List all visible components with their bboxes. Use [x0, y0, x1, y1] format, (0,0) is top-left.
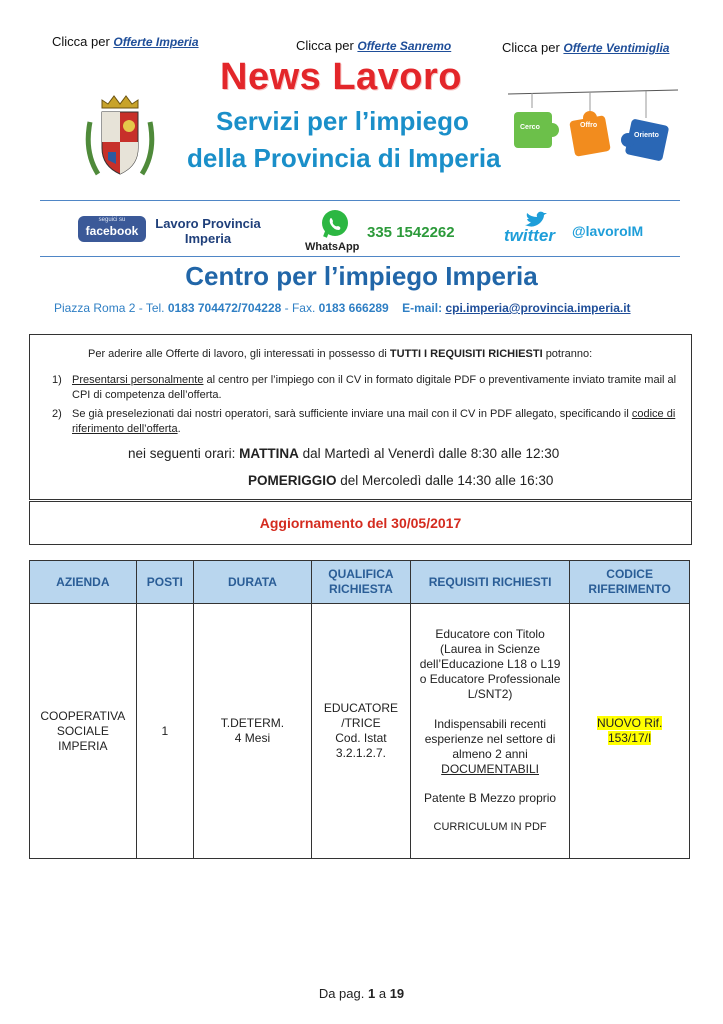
cell-qualifica: EDUCATORE /TRICE Cod. Istat 3.2.1.2.7. — [311, 604, 410, 859]
header-posti: POSTI — [136, 561, 193, 604]
hours-afternoon: POMERIGGIO del Mercoledì dalle 14:30 alle 16:30 — [248, 473, 554, 488]
instruction-item-2: 2) Se già preselezionati dai nostri operatori, sarà sufficiente inviare una mail con il CV in PDF allegato, specificando il codice di riferimento dell’offerta. — [52, 408, 676, 435]
top-link-ventimiglia: Clicca per Offerte Ventimiglia — [502, 40, 670, 55]
page-indicator: Da pag. 1 a 19 — [318, 986, 405, 1001]
job-offers-table — [29, 560, 690, 859]
cell-codice: NUOVO Rif. 153/17/I — [570, 604, 690, 859]
offerte-sanremo-link[interactable]: Offerte Sanremo — [357, 39, 452, 53]
cell-posti: 1 — [136, 604, 193, 859]
news-lavoro-title: News Lavoro — [220, 56, 463, 98]
servizi-subtitle: Servizi per l’impiego — [216, 106, 469, 136]
cell-requisiti: Educatore con Titolo (Laurea in Scienze dell’Educazione L18 o L19 o Educatore Professionale L/SNT2) Indispensabili recenti esperienze nel settore di almeno 2 anni DOCUMENTABILI Patente B Mezzo proprio CURRICULUM IN PDF — [410, 604, 569, 859]
header-divider — [40, 200, 680, 201]
table-row — [30, 604, 690, 859]
whatsapp-number: 335 1542262 — [367, 224, 455, 241]
top-link-imperia: Clicca per Offerte Imperia — [52, 34, 199, 49]
province-coat-of-arms-icon — [80, 82, 160, 182]
header-requisiti: REQUISITI RICHIESTI — [410, 561, 569, 604]
instructions-intro: Per aderire alle Offerte di lavoro, gli interessati in possesso di TUTTI I REQUISITI RICHIESTI potranno: — [88, 348, 593, 360]
facebook-badge[interactable]: seguici su facebook — [78, 216, 146, 242]
office-contacts: Piazza Roma 2 - Tel. 0183 704472/704228 - Fax. 0183 666289 E-mail: cpi.imperia@provincia.imperia.it — [54, 301, 631, 315]
whatsapp-label: WhatsApp — [305, 241, 360, 253]
header-qualifica: QUALIFICA RICHIESTA — [311, 561, 410, 604]
header-durata: DURATA — [193, 561, 311, 604]
table-header-row — [30, 561, 690, 604]
social-divider — [40, 256, 680, 257]
header-codice: CODICE RIFERIMENTO — [570, 561, 690, 604]
twitter-handle[interactable]: @lavoroIM — [572, 223, 644, 239]
facebook-page-label: Lavoro Provincia Imperia — [155, 216, 261, 246]
puzzle-oriento-label: Oriento — [634, 132, 659, 139]
hours-morning: nei seguenti orari: MATTINA dal Martedì al Venerdì dalle 8:30 alle 12:30 — [128, 446, 560, 461]
offerte-imperia-link[interactable]: Offerte Imperia — [113, 35, 199, 49]
whatsapp-icon[interactable] — [320, 209, 350, 239]
provincia-subtitle: della Provincia di Imperia — [187, 143, 501, 173]
header-azienda: AZIENDA — [30, 561, 137, 604]
update-date: Aggiornamento del 30/05/2017 — [259, 515, 462, 531]
puzzle-cerco-label: Cerco — [520, 124, 540, 131]
offerte-ventimiglia-link[interactable]: Offerte Ventimiglia — [563, 41, 670, 55]
twitter-wordmark[interactable]: twitter — [504, 226, 555, 245]
puzzle-offro-label: Offro — [580, 122, 598, 129]
office-title: Centro per l’impiego Imperia — [185, 261, 538, 291]
cell-azienda: COOPERATIVA SOCIALE IMPERIA — [30, 604, 137, 859]
cell-durata: T.DETERM. 4 Mesi — [193, 604, 311, 859]
office-email-link[interactable]: cpi.imperia@provincia.imperia.it — [445, 301, 631, 315]
top-link-sanremo: Clicca per Offerte Sanremo — [296, 38, 452, 53]
update-box — [29, 501, 692, 545]
instructions-box — [29, 334, 692, 500]
instruction-item-1: 1) Presentarsi personalmente al centro per l’impiego con il CV in formato digitale PDF o preventivamente inviato tramite mail al CPI di competenza dell’offerta. — [52, 374, 677, 401]
